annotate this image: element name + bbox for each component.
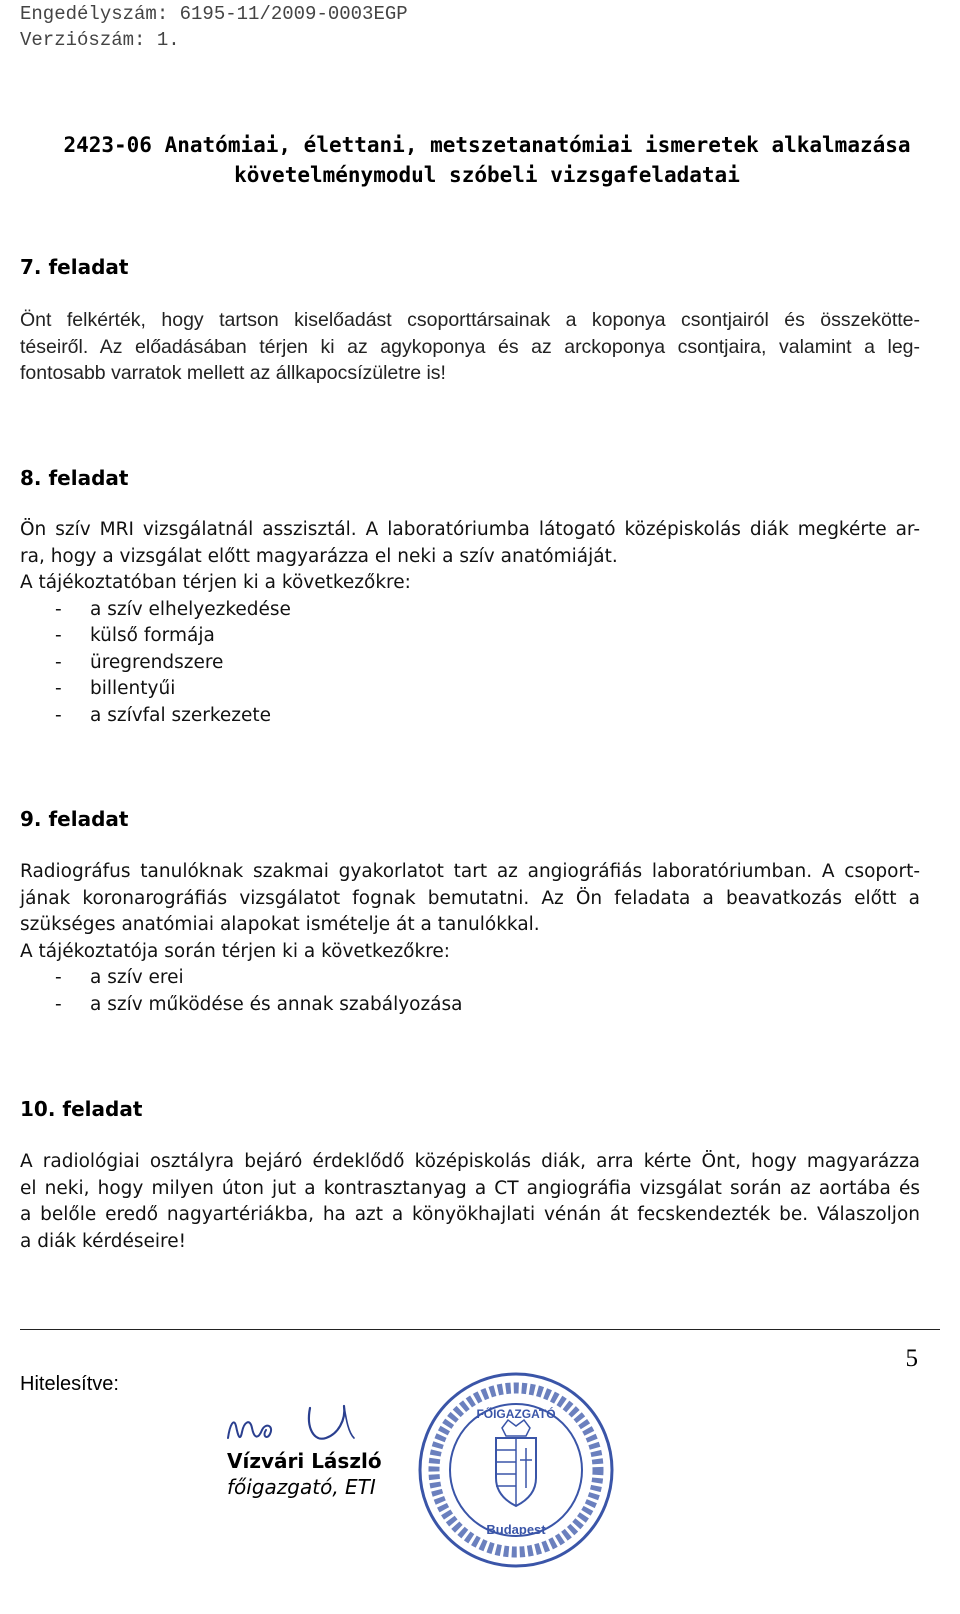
task-9-heading: 9. feladat [20,807,129,831]
list-item: - üregrendszere [20,650,920,677]
list-item: - külső formája [20,623,920,650]
signer-title: főigazgató, ETI [227,1475,376,1499]
task-7-line: fontosabb varratok mellett az állkapocsízületre is! [20,362,446,384]
task-8-line: ra, hogy a vizsgálat előtt magyarázza el neki a szív anatómiáját. [20,545,618,567]
task-10-line: a diák kérdéseire! [20,1230,187,1252]
list-item: - a szívfal szerkezete [20,703,920,730]
task-10-line: el neki, hogy milyen úton jut a kontrasztanyag a CT angiográfia vizsgálat során az aortába és [20,1177,920,1199]
task-10-line: a belőle eredő nagyartériákba, ha azt a könyökhajlati vénán át fecskendezték be. Válaszoljon [20,1204,920,1225]
version-number: Verziószám: 1. [20,29,180,51]
task-9-text [20,859,920,1018]
page-number: 5 [905,1345,918,1372]
license-number: Engedélyszám: 6195-11/2009-0003EGP [20,3,408,25]
stamp-bottom-text: Budapest [486,1522,546,1537]
task-7-line: Önt felkérték, hogy tartson kiselőadást csoporttársainak a koponya csontjairól és összekötte- [20,309,920,331]
task-9-line: Radiográfus tanulóknak szakmai gyakorlatot tart az angiográfiás laboratóriumban. A csoport- [20,861,920,882]
task-9-line: jának koronarográfiás vizsgálatot fognak bemutatni. Az Ön feladata a beavatkozás előtt a [20,887,920,909]
task-8-line: Ön szív MRI vizsgálatnál asszisztál. A laboratóriumba látogató középiskolás diák megkérte ar- [20,519,920,540]
task-9-line: A tájékoztatója során térjen ki a következőkre: [20,940,451,962]
list-item: - a szív erei [20,965,920,992]
list-item: - billentyűi [20,676,920,703]
list-item: - a szív elhelyezkedése [20,597,920,624]
page-title [47,130,927,190]
task-8-list [20,597,920,730]
task-8-text [20,517,920,729]
task-10-line: A radiológiai osztályra bejáró érdeklődő középiskolás diák, arra kérte Önt, hogy magyarázza [20,1151,920,1172]
task-9-list [20,965,920,1018]
signer-name: Vízvári László [227,1449,382,1473]
task-7-text [20,307,920,387]
footer-divider [20,1329,940,1330]
certified-label: Hitelesítve: [20,1373,119,1395]
title-line-2: követelménymodul szóbeli vizsgafeladatai [234,163,740,187]
task-10-heading: 10. feladat [20,1097,143,1121]
task-8-heading: 8. feladat [20,466,129,490]
task-8-line: A tájékoztatóban térjen ki a következőkre: [20,572,411,593]
official-stamp [416,1370,616,1570]
task-9-line: szükséges anatómiai alapokat ismételje át a tanulókkal. [20,914,540,935]
task-7-heading: 7. feladat [20,255,129,279]
task-7-line: téseiről. Az előadásában térjen ki az agykoponya és az arckoponya csontjaira, valamint a leg- [20,335,920,358]
task-10-text [20,1149,920,1255]
title-line-1: 2423-06 Anatómiai, élettani, metszetanatómiai ismeretek alkalmazása [63,133,911,157]
stamp-inner-text: FŐIGAZGATÓ [476,1407,556,1421]
list-item: - a szív működése és annak szabályozása [20,992,920,1019]
